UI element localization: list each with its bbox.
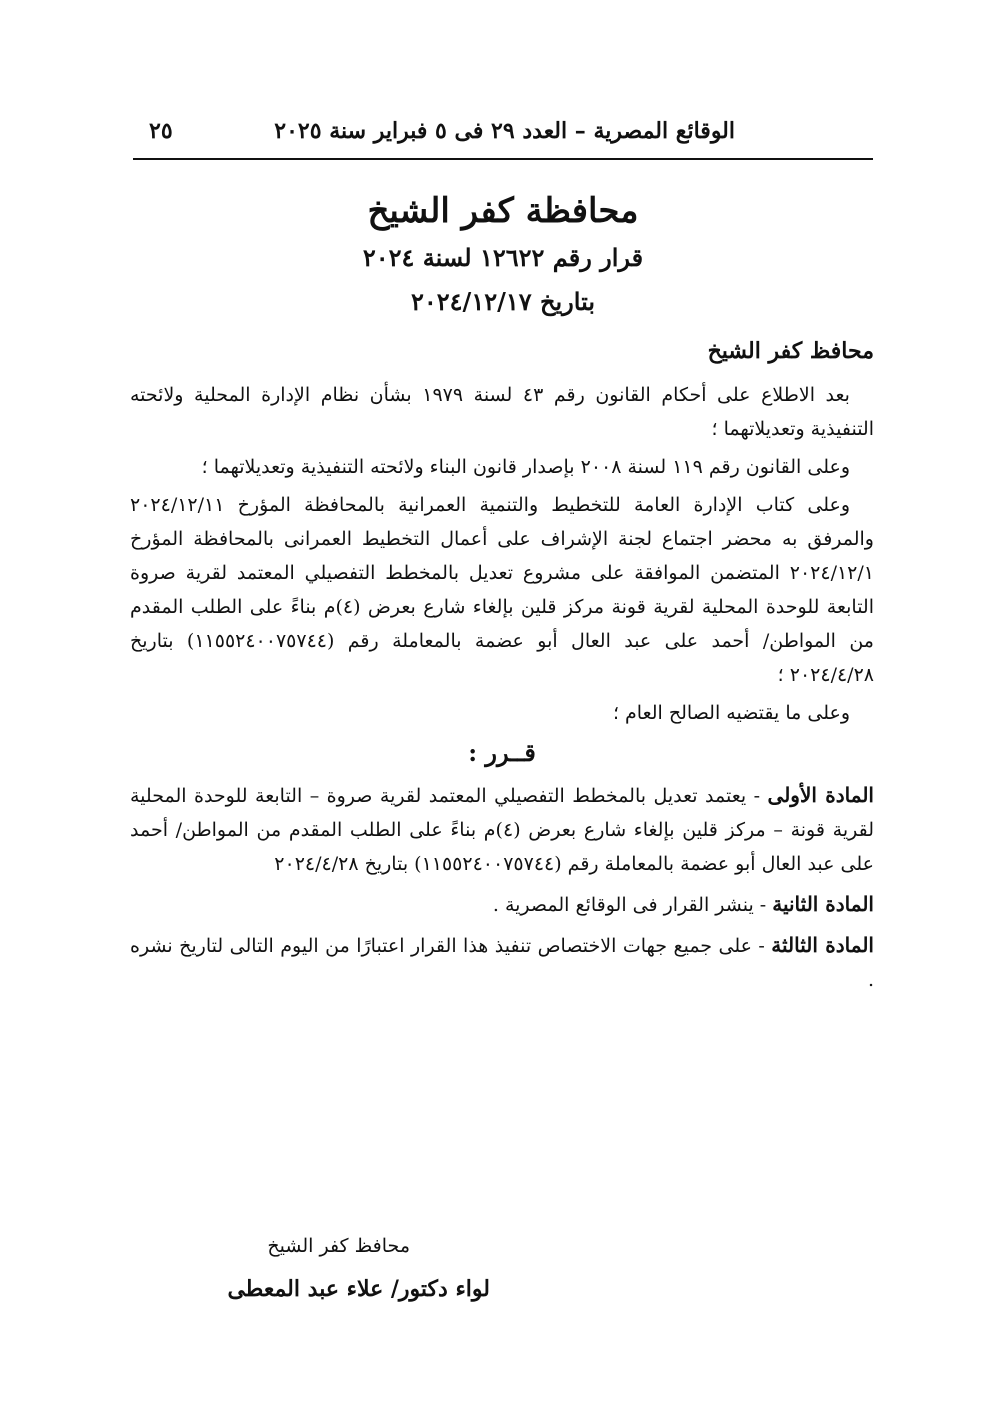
article-text: - يعتمد تعديل بالمخطط التفصيلي المعتمد لقرية صروة – التابعة للوحدة المحلية لقرية قونة – مركز قلين بإلغاء شارع بعرض (٤)م بناءً على الطلب المقدم من المواطن/ أحمد على عبد العال أبو عضمة بالمعاملة رقم (١١٥٥٢٤٠٠٧٥٧٤٤) بتاريخ ٢٠٢٤/٤/٢٨ xyxy=(130,785,874,875)
signatory-title: محافظ كفر الشيخ xyxy=(267,1235,410,1257)
preamble-paragraph: وعلى كتاب الإدارة العامة للتخطيط والتنمية العمرانية بالمحافظة المؤرخ ٢٠٢٤/١٢/١١ والمرفق به محضر اجتماع لجنة الإشراف على أعمال التخطيط العمرانى بالمحافظة المؤرخ ٢٠٢٤/١٢/١ المتضمن الموافقة على مشروع تعديل بالمخطط التفصيلي المعتمد لقرية صروة التابعة للوحدة المحلية لقرية قونة مركز قلين بإلغاء شارع بعرض (٤)م بناءً على الطلب المقدم من المواطن/ أحمد على عبد العال أبو عضمة بالمعاملة رقم (١١٥٥٢٤٠٠٧٥٧٤٤) بتاريخ ٢٠٢٤/٤/٢٨ ؛ xyxy=(130,494,875,686)
article-text: - ينشر القرار فى الوقائع المصرية . xyxy=(492,894,773,916)
article-first xyxy=(130,778,874,881)
signature-block xyxy=(150,1228,490,1314)
signatory-name: لواء دكتور/ علاء عبد المعطى xyxy=(227,1276,490,1302)
governorate-title: محافظة كفر الشيخ xyxy=(367,191,639,231)
decree-body xyxy=(130,328,874,1003)
article-second xyxy=(130,887,874,922)
decree-number: قرار رقم ١٢٦٢٢ لسنة ٢٠٢٤ xyxy=(362,243,644,272)
article-label: المادة الثانية xyxy=(772,892,874,916)
page-number: ٢٥ xyxy=(149,118,173,144)
page-header xyxy=(133,112,873,160)
article-label: المادة الثالثة xyxy=(771,933,874,957)
preamble-paragraph: وعلى القانون رقم ١١٩ لسنة ٢٠٠٨ بإصدار قانون البناء ولائحته التنفيذية وتعديلاتهما ؛ xyxy=(201,456,850,478)
gazette-header-title: الوقائع المصرية – العدد ٢٩ فى ٥ فبراير سنة ٢٠٢٥ xyxy=(274,118,735,144)
preamble-paragraph: بعد الاطلاع على أحكام القانون رقم ٤٣ لسنة ١٩٧٩ بشأن نظام الإدارة المحلية ولائحته التنفيذية وتعديلاتهما ؛ xyxy=(130,384,874,440)
decree-titles xyxy=(133,186,873,324)
preamble-paragraph: وعلى ما يقتضيه الصالح العام ؛ xyxy=(612,702,850,724)
article-text: - على جميع جهات الاختصاص تنفيذ هذا القرار اعتبارًا من اليوم التالى لتاريخ نشره . xyxy=(130,935,874,991)
decided-heading: قــرر : xyxy=(468,738,536,767)
article-label: المادة الأولى xyxy=(767,783,874,807)
issuer-heading: محافظ كفر الشيخ xyxy=(707,338,874,364)
article-third xyxy=(130,928,874,997)
decree-date: بتاريخ ٢٠٢٤/١٢/١٧ xyxy=(410,287,595,316)
